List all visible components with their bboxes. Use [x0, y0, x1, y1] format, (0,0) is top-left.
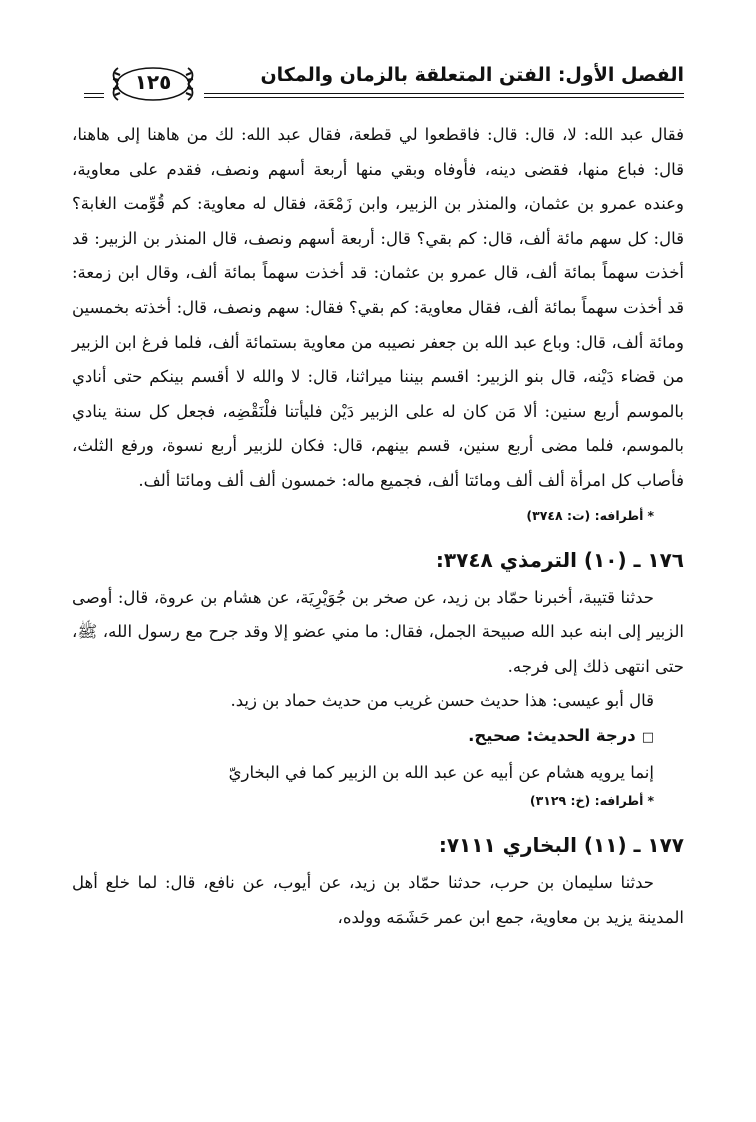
- page-number: ١٢٥: [134, 70, 172, 94]
- hadith-176-remark: إنما يرويه هشام عن أبيه عن عبد الله بن الزبير كما في البخاريّ: [228, 762, 654, 782]
- continuation-paragraph: فقال عبد الله: لا، قال: قال: فاقطعوا لي قطعة، فقال عبد الله: لك من هاهنا إلى هاهنا، قال: فباع منها، فقضى دينه، فأوفاه وبقي منها أربعة أسهم ونصف، فقدم على معاوية، وعنده عمرو بن عثمان، والمنذر بن الزبير، وابن زَمْعَة، فقال له معاوية: كم قُوِّمت الغابة؟ قال: كل سهم مائة ألف، قال: كم بقي؟ قال: أربعة أسهم ونصف، قال المنذر بن الزبير: قد أخذت سهماً بمائة ألف، قال عمرو بن عثمان: قد أخذت سهماً بمائة ألف، وقال ابن زمعة: قد أخذت سهماً بمائة ألف، فقال معاوية: كم بقي؟ فقال: سهم ونصف، قال: أخذته بخمسين ومائة ألف، قال: وباع عبد الله بن جعفر نصيبه من معاوية بستمائة ألف، فلما فرغ ابن الزبير من قضاء دَيْنه، قال بنو الزبير: اقسم بيننا ميراثنا، قال: لا والله لا أقسم بينكم حتى أنادي بالموسم أربع سنين: ألا مَن كان له على الزبير دَيْن فليأتنا فلْنَقْضِه، فجعل كل سنة ينادي بالموسم، فلما مضى أربع سنين، قسم بينهم، قال: فكان للزبير أربع نسوة، ورفع الثلث، فأصاب كل امرأة ألف ألف ومائتا ألف، فجميع ماله: خمسون ألف ألف ومائتا ألف.: [72, 125, 685, 490]
- header-rule-left: [84, 93, 104, 98]
- note-text: أطرافه: (خ: ٣١٢٩): [529, 793, 644, 809]
- hadith-176-text: حدثنا قتيبة، أخبرنا حمّاد بن زيد، عن صخر بن جُوَيْرِيَة، عن هشام بن عروة، قال: أوصى الزبير إلى ابنه عبد الله صبيحة الجمل، فقال: ما مني عضو إلا وقد جرح مع رسول الله، ﷺ، حتى انتهى ذلك إلى فرجه.: [72, 587, 684, 676]
- header-rule: [204, 93, 684, 98]
- star-icon: *: [647, 793, 654, 809]
- hadith-176-references: [72, 790, 684, 812]
- hadith-176-heading: ١٧٦ ـ (١٠) الترمذي ٣٧٤٨:: [435, 547, 684, 572]
- page-number-ornament: [106, 64, 200, 104]
- bullet-square-icon: □: [641, 729, 654, 745]
- chapter-title: الفصل الأول: الفتن المتعلقة بالزمان والمكان: [260, 64, 684, 86]
- hadith-176-abu-isa: قال أبو عيسى: هذا حديث حسن غريب من حديث حماد بن زيد.: [230, 691, 654, 711]
- note-text: أطرافه: (ت: ٣٧٤٨): [526, 507, 644, 523]
- star-icon: *: [647, 507, 654, 523]
- page-body: [72, 118, 684, 935]
- footnote-references: [72, 505, 684, 527]
- grade-label: درجة الحديث: صحيح.: [468, 725, 636, 745]
- page-header: [84, 62, 684, 108]
- hadith-176-grade: [72, 719, 684, 756]
- hadith-177-heading: ١٧٧ ـ (١١) البخاري ٧١١١:: [438, 833, 684, 858]
- hadith-177-text: حدثنا سليمان بن حرب، حدثنا حمّاد بن زيد، عن أيوب، عن نافع، قال: لما خلع أهل المدينة يزيد بن معاوية، جمع ابن عمر حَشَمَه وولده،: [72, 873, 684, 927]
